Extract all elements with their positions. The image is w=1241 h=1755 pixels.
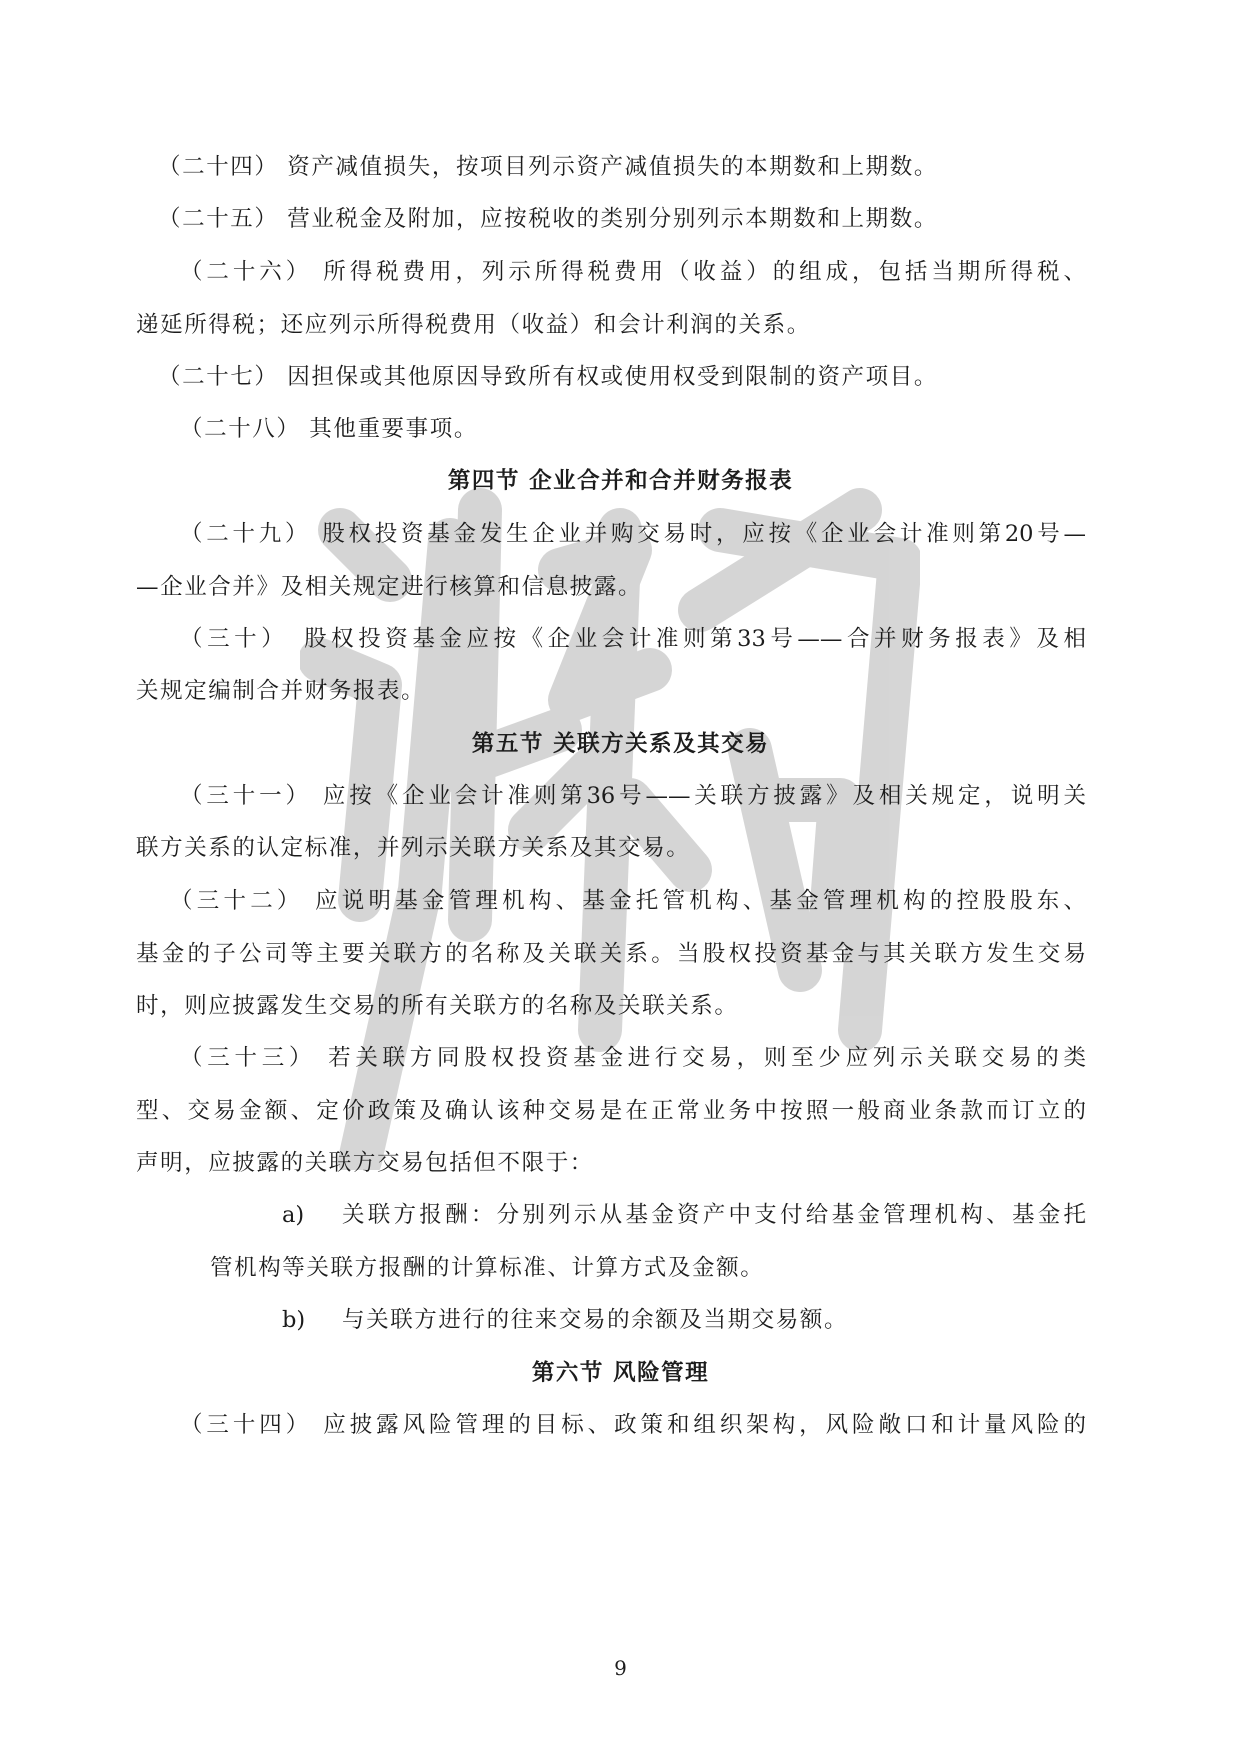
list-item-a-line2: 管机构等关联方报酬的计算标准、计算方式及金额。 bbox=[210, 1255, 765, 1281]
paragraph-33-line3: 声明，应披露的关联方交易包括但不限于： bbox=[136, 1150, 594, 1176]
paragraph-32-line1: （三十二） 应说明基金管理机构、基金托管机构、基金管理机构的控股股东、 bbox=[170, 888, 1086, 914]
paragraph-25: （二十五） 营业税金及附加，应按税收的类别分别列示本期数和上期数。 bbox=[158, 206, 938, 232]
paragraph-32-line3: 时，则应披露发生交易的所有关联方的名称及关联关系。 bbox=[136, 993, 739, 1019]
list-item-b-line1: 与关联方进行的往来交易的余额及当期交易额。 bbox=[342, 1307, 849, 1333]
list-marker-a: a) bbox=[282, 1202, 305, 1228]
paragraph-32-line2: 基金的子公司等主要关联方的名称及关联关系。当股权投资基金与其关联方发生交易 bbox=[136, 941, 1086, 967]
paragraph-28: （二十八） 其他重要事项。 bbox=[180, 416, 478, 442]
paragraph-24: （二十四） 资产减值损失，按项目列示资产减值损失的本期数和上期数。 bbox=[158, 154, 938, 180]
paragraph-31-line2: 联方关系的认定标准，并列示关联方关系及其交易。 bbox=[136, 835, 691, 861]
paragraph-26-line1: （二十六） 所得税费用，列示所得税费用（收益）的组成，包括当期所得税、 bbox=[180, 259, 1086, 285]
page-number: 9 bbox=[614, 1656, 627, 1680]
section-heading-6: 第六节 风险管理 bbox=[531, 1360, 710, 1386]
paragraph-30-line2: 关规定编制合并财务报表。 bbox=[136, 678, 426, 704]
paragraph-33-line1: （三十三） 若关联方同股权投资基金进行交易，则至少应列示关联交易的类 bbox=[180, 1045, 1086, 1071]
paragraph-26-line2: 递延所得税；还应列示所得税费用（收益）和会计利润的关系。 bbox=[136, 312, 811, 338]
paragraph-31-line1: （三十一） 应按《企业会计准则第36号——关联方披露》及相关规定，说明关 bbox=[180, 783, 1086, 809]
section-heading-4: 第四节 企业合并和合并财务报表 bbox=[447, 468, 794, 494]
paragraph-29-line1: （二十九） 股权投资基金发生企业并购交易时，应按《企业会计准则第20号— bbox=[180, 521, 1086, 547]
list-marker-b: b) bbox=[282, 1307, 306, 1333]
paragraph-33-line2: 型、交易金额、定价政策及确认该种交易是在正常业务中按照一般商业条款而订立的 bbox=[136, 1098, 1086, 1124]
paragraph-27: （二十七） 因担保或其他原因导致所有权或使用权受到限制的资产项目。 bbox=[158, 364, 938, 390]
section-heading-5: 第五节 关联方关系及其交易 bbox=[471, 731, 770, 757]
paragraph-30-line1: （三十） 股权投资基金应按《企业会计准则第33号——合并财务报表》及相 bbox=[180, 626, 1086, 652]
paragraph-34-line1: （三十四） 应披露风险管理的目标、政策和组织架构，风险敞口和计量风险的 bbox=[180, 1412, 1086, 1438]
list-item-a-line1: 关联方报酬：分别列示从基金资产中支付给基金管理机构、基金托 bbox=[342, 1202, 1086, 1228]
paragraph-29-line2: —企业合并》及相关规定进行核算和信息披露。 bbox=[136, 574, 643, 600]
